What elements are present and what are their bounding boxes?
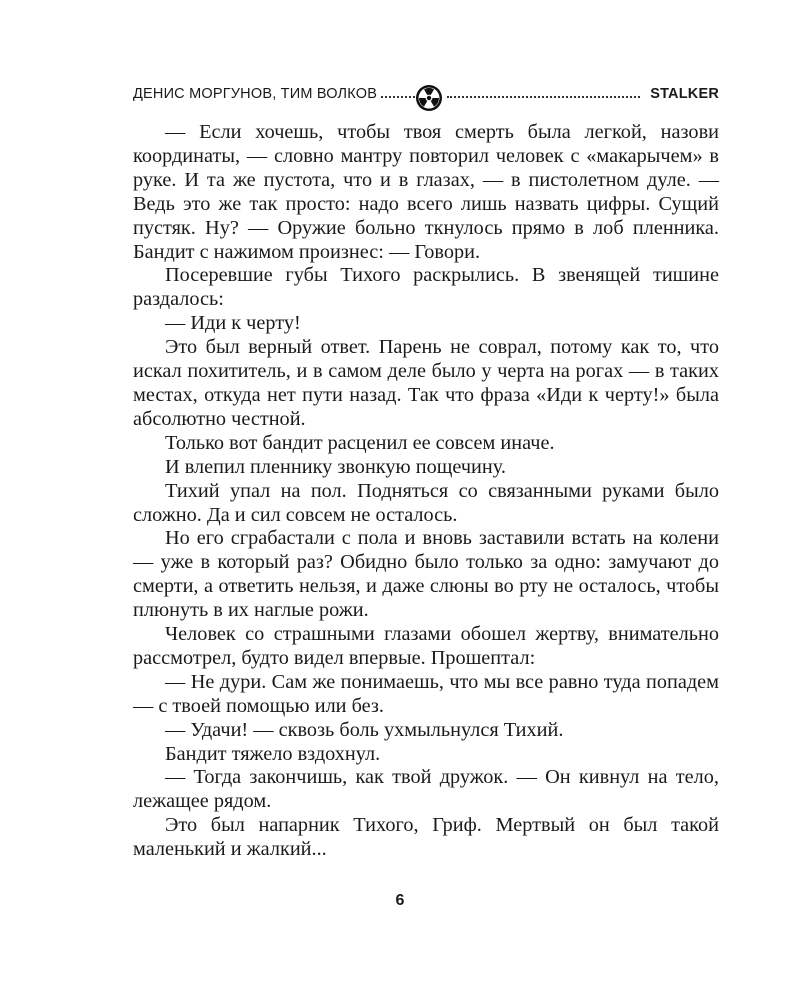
paragraph: — Не дури. Сам же понимаешь, что мы все равно туда попадем — с твоей помощью или без.	[133, 670, 719, 717]
paragraph: Это был верный ответ. Парень не соврал, потому как то, что искал похититель, и в самом деле было у черта на рогах — в таких местах, откуда нет пути назад. Так что фраза «Иди к черту!» была абсолютно честной.	[133, 336, 719, 430]
paragraph: И влепил пленнику звонкую пощечину.	[165, 455, 506, 478]
header-dot-leader-right	[447, 96, 640, 98]
running-header	[133, 79, 719, 109]
paragraph: Посеревшие губы Тихого раскрылись. В звенящей тишине раздалось:	[133, 264, 719, 311]
header-dot-leader-left	[381, 96, 415, 98]
paragraph: Тихий упал на пол. Подняться со связанными руками было сложно. Да и сил совсем не осталось.	[133, 479, 719, 526]
paragraph: Но его сграбастали с пола и вновь заставили встать на колени — уже в который раз? Обидно было только за одно: замучают до смерти, а ответить нельзя, и даже слюны во рту не осталось, чтобы плюнуть в их наглые рожи.	[133, 527, 719, 622]
paragraph: Только вот бандит расценил ее совсем иначе.	[165, 431, 555, 454]
paragraph: Человек со страшными глазами обошел жертву, внимательно рассмотрел, будто видел впервые. Прошептал:	[133, 623, 719, 669]
paragraph: — Если хочешь, чтобы твоя смерть была легкой, назови координаты, — словно мантру повторил человек с «макарычем» в руке. И та же пустота, что и в глазах, — в пистолетном дуле. — Ведь это же так просто: надо всего лишь назвать цифры. Сущий пустяк. Ну? — Оружие больно ткнулось прямо в лоб пленника. Бандит с нажимом произнес: — Говори.	[133, 121, 719, 263]
paragraph: Бандит тяжело вздохнул.	[165, 742, 381, 765]
header-series-title: STALKER	[650, 86, 719, 102]
paragraph: — Тогда закончишь, как твой дружок. — Он кивнул на тело, лежащее рядом.	[133, 766, 719, 813]
page-number: 6	[395, 892, 405, 909]
paragraph: — Удачи! — сквозь боль ухмыльнулся Тихий.	[165, 718, 564, 741]
page-text	[133, 121, 719, 862]
paragraph: Это был напарник Тихого, Гриф. Мертвый он был такой маленький и жалкий...	[133, 814, 719, 861]
header-author: ДЕНИС МОРГУНОВ, ТИМ ВОЛКОВ	[133, 86, 378, 102]
radiation-icon	[415, 84, 443, 112]
paragraph: — Иди к черту!	[165, 312, 301, 335]
